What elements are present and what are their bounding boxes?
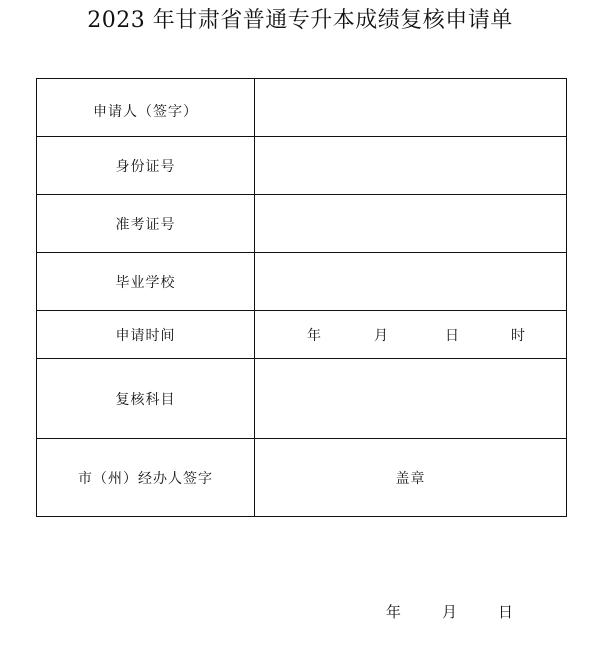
school-field[interactable] bbox=[255, 253, 567, 311]
review-application-form bbox=[36, 78, 567, 517]
applicant-label-cell bbox=[37, 79, 255, 137]
applicant-signature-field[interactable] bbox=[255, 79, 567, 137]
footer-date-year: 年 bbox=[386, 603, 402, 621]
application-time-label: 申请时间 bbox=[37, 311, 255, 359]
form-row-exam-number bbox=[37, 195, 567, 253]
form-row-application-time bbox=[37, 311, 567, 359]
form-row-id-number bbox=[37, 137, 567, 195]
document-title: 2023 年甘肃省普通专升本成绩复核申请单 bbox=[87, 8, 513, 33]
form-row-applicant bbox=[37, 79, 567, 137]
footer-date-month: 月 bbox=[442, 603, 458, 621]
footer-date-day: 日 bbox=[498, 603, 514, 621]
official-signature-label: 市（州）经办人签字 bbox=[37, 439, 255, 517]
form-row-review-subject bbox=[37, 359, 567, 439]
form-row-school bbox=[37, 253, 567, 311]
time-unit-hour: 时 bbox=[511, 327, 526, 344]
time-unit-year: 年 bbox=[307, 327, 322, 344]
id-number-field[interactable] bbox=[255, 137, 567, 195]
time-unit-month: 月 bbox=[374, 327, 389, 344]
exam-number-field[interactable] bbox=[255, 195, 567, 253]
application-time-units bbox=[255, 311, 566, 358]
application-time-field[interactable] bbox=[255, 311, 567, 359]
review-subject-label: 复核科目 bbox=[37, 359, 255, 439]
id-number-label: 身份证号 bbox=[37, 137, 255, 195]
school-label: 毕业学校 bbox=[37, 253, 255, 311]
time-unit-day: 日 bbox=[445, 327, 460, 344]
seal-field[interactable] bbox=[255, 439, 567, 517]
applicant-label: 申请人（签字） bbox=[93, 103, 198, 120]
review-subject-field[interactable] bbox=[255, 359, 567, 439]
form-row-official-signature bbox=[37, 439, 567, 517]
seal-label: 盖章 bbox=[395, 470, 426, 487]
exam-number-label: 准考证号 bbox=[37, 195, 255, 253]
